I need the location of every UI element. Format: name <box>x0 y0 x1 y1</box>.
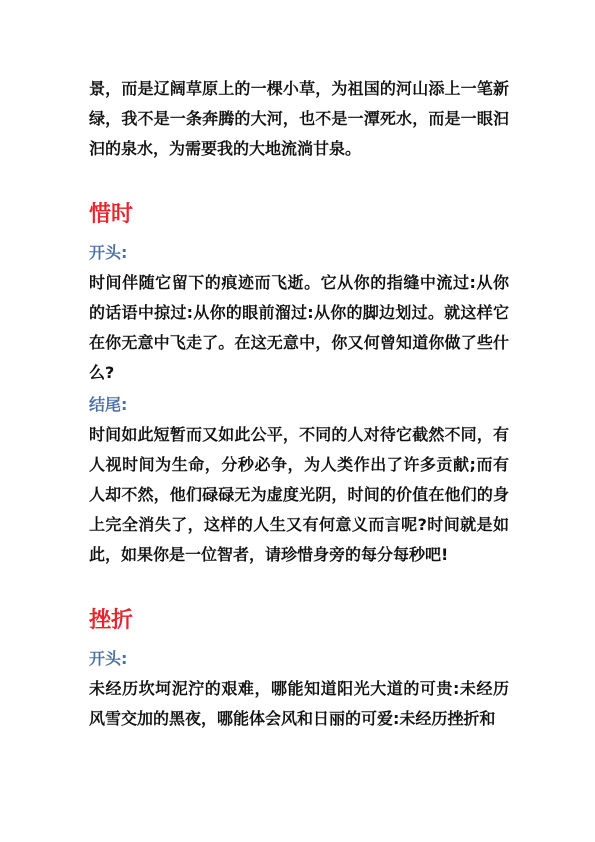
opening-label: 开头: <box>89 649 128 668</box>
ending-label: 结尾: <box>89 395 128 414</box>
section-title-setback: 挫折 <box>89 608 134 633</box>
intro-paragraph: 景，而是辽阔草原上的一棵小草，为祖国的河山添上一笔新绿，我不是一条奔腾的大河，也不是一潭死水，而是一眼汩汩的泉水，为需要我的大地流淌甘泉。 <box>89 79 509 158</box>
opening-paragraph: 时间伴随它留下的痕迹而飞逝。它从你的指缝中流过:从你的话语中掠过:从你的眼前溜过:从你的脚边划过。就这样它在你无意中飞走了。在这无意中，你又何曾知道你做了些什么? <box>89 273 509 382</box>
opening-label: 开头: <box>89 243 128 262</box>
document-content <box>89 74 509 734</box>
section-title-cherish-time: 惜时 <box>89 202 134 227</box>
opening-paragraph: 未经历坎坷泥泞的艰难，哪能知道阳光大道的可贵:未经历风雪交加的黑夜，哪能体会风和日丽的可爱:未经历挫折和 <box>89 679 509 728</box>
ending-paragraph: 时间如此短暂而又如此公平，不同的人对待它截然不同，有人视时间为生命，分秒必争，为人类作出了许多贡献;而有人却不然，他们碌碌无为虚度光阴，时间的价值在他们的身上完全消失了，这样的人生又有何意义而言呢?时间就是如此，如果你是一位智者，请珍惜身旁的每分每秒吧! <box>89 425 509 564</box>
